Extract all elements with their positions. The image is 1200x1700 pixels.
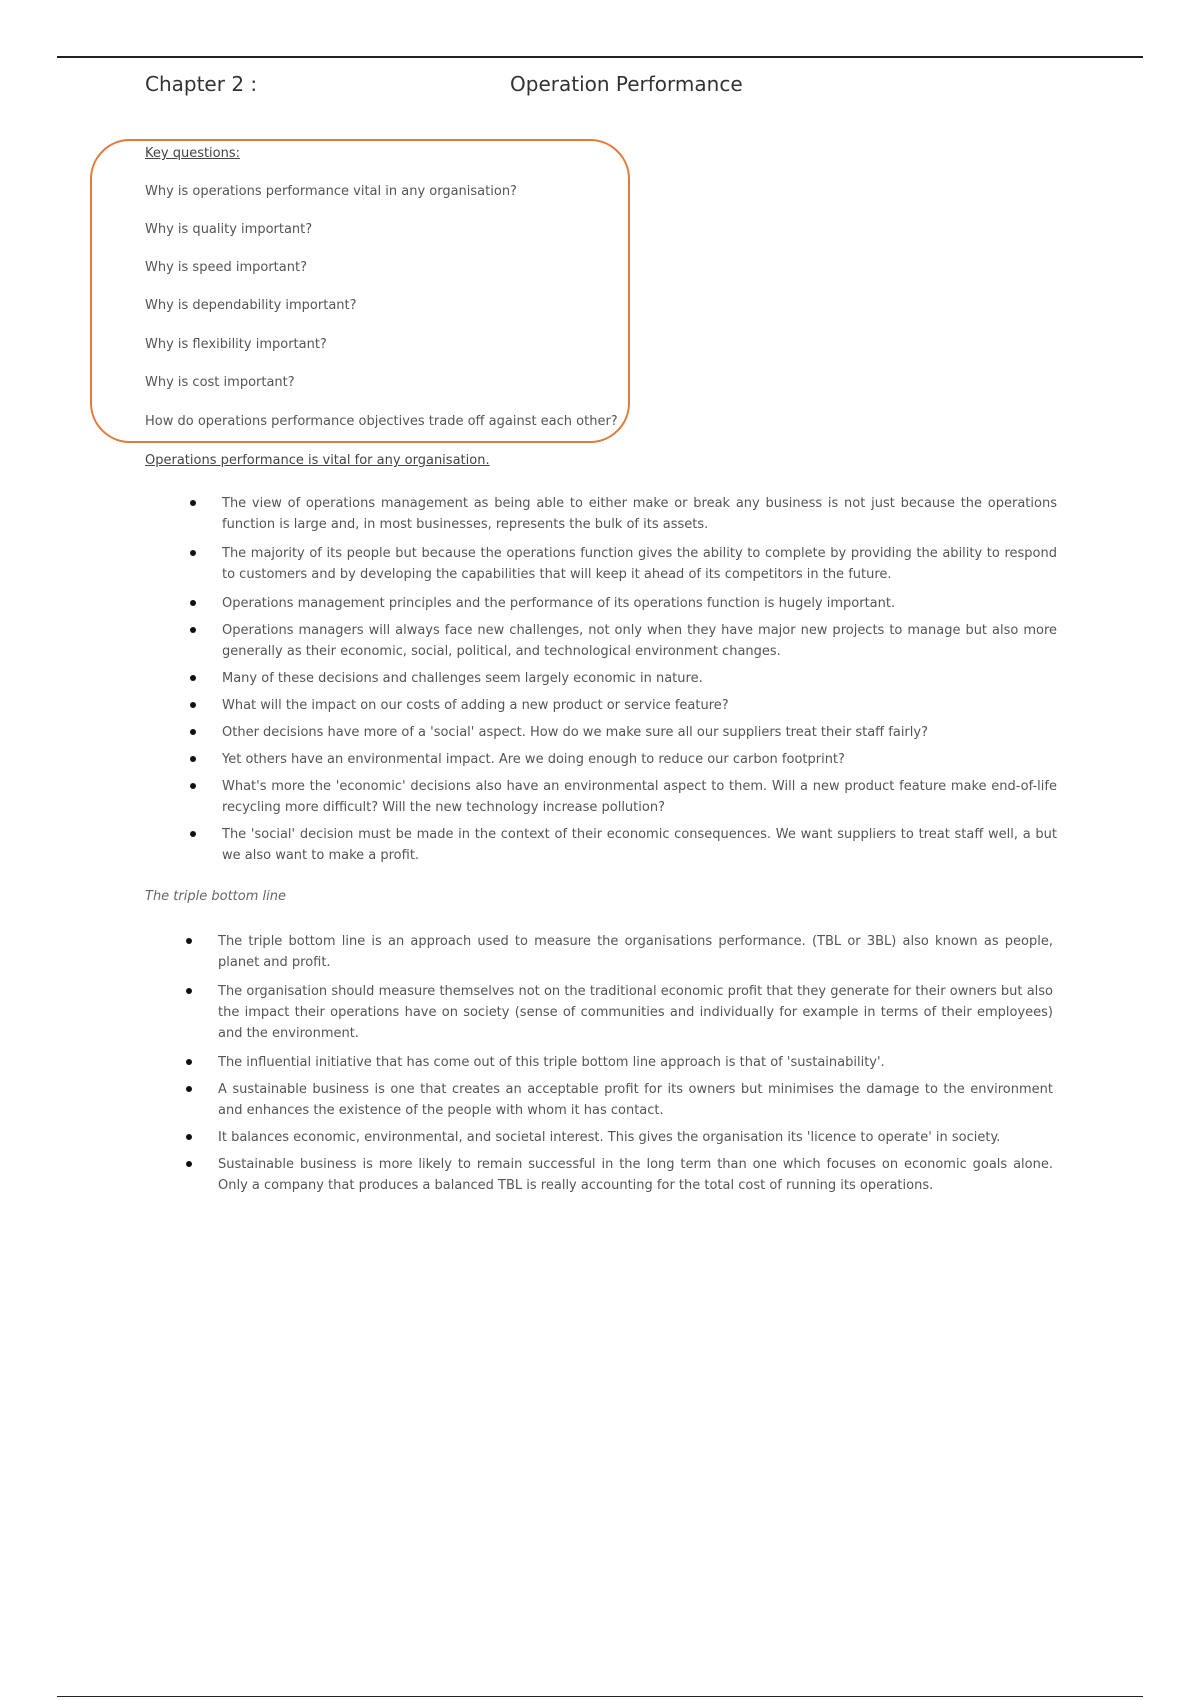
list-item-text: Yet others have an environmental impact. Are we doing enough to reduce our carbon footprint? [222,752,845,767]
key-question: Why is cost important? [145,375,295,390]
section-heading-operations: Operations performance is vital for any organisation. [145,453,490,468]
key-question: Why is quality important? [145,222,313,237]
top-rule [57,56,1143,58]
list-item [222,776,1057,818]
key-questions-heading: Key questions: [145,146,241,161]
bullet-icon [190,675,196,681]
list-item [218,1079,1053,1121]
list-item-text: What will the impact on our costs of adding a new product or service feature? [222,698,729,713]
list-item [222,824,1057,866]
list-item-text: Many of these decisions and challenges seem largely economic in nature. [222,671,703,686]
key-question: Why is dependability important? [145,298,357,313]
list-item-text: The view of operations management as being able to either make or break any business is not just because the operations function is large and, in most businesses, represents the bulk of its assets. [222,496,1057,532]
bullet-icon [190,702,196,708]
list-item [222,668,1057,689]
bullet-icon [190,600,196,606]
list-item-text: A sustainable business is one that creates an acceptable profit for its owners but minimises the damage to the environment and enhances the existence of the people with whom it has contact. [218,1082,1053,1118]
list-item [222,749,1057,770]
list-item [222,493,1057,535]
bullet-icon [190,756,196,762]
section-heading-triple-bottom-line: The triple bottom line [145,889,286,904]
list-item-text: Operations managers will always face new challenges, not only when they have major new projects to manage but also more generally as their economic, social, political, and technological environment changes. [222,623,1057,659]
list-item-text: Sustainable business is more likely to remain successful in the long term than one which focuses on economic goals alone. Only a company that produces a balanced TBL is really accounting for the total cost of running its operations. [218,1157,1053,1193]
bullet-icon [190,550,196,556]
list-item [222,543,1057,585]
list-item-text: The majority of its people but because the operations function gives the ability to complete by providing the ability to respond to customers and by developing the capabilities that will keep it ahead of its competitors in the future. [222,546,1057,582]
list-item [218,1052,1053,1073]
list-item-text: The 'social' decision must be made in the context of their economic consequences. We want suppliers to treat staff well, a but we also want to make a profit. [222,827,1057,863]
list-item-text: The triple bottom line is an approach used to measure the organisations performance. (TBL or 3BL) also known as people, planet and profit. [218,934,1053,970]
bullet-icon [190,627,196,633]
key-question: Why is flexibility important? [145,337,327,352]
list-item [218,981,1053,1044]
list-item-text: It balances economic, environmental, and societal interest. This gives the organisation its 'licence to operate' in society. [218,1130,1001,1145]
chapter-label: Chapter 2 : [145,72,258,96]
list-item-text: The influential initiative that has come out of this triple bottom line approach is that of 'sustainability'. [218,1055,885,1070]
operations-bullet-list [222,493,1057,866]
list-item [222,722,1057,743]
bullet-icon [186,1059,192,1065]
list-item [222,593,1057,614]
list-item [222,620,1057,662]
bullet-icon [186,1161,192,1167]
bullet-icon [186,1134,192,1140]
list-item-text: What's more the 'economic' decisions also have an environmental aspect to them. Will a new product feature make end-of-life recycling more difficult? Will the new technology increase pollution? [222,779,1057,815]
list-item [222,695,1057,716]
key-question: Why is speed important? [145,260,307,275]
list-item [218,1127,1053,1148]
bullet-icon [190,831,196,837]
bullet-icon [186,1086,192,1092]
list-item [218,1154,1053,1196]
key-question: Why is operations performance vital in any organisation? [145,184,517,199]
page-title: Operation Performance [510,72,743,96]
bullet-icon [186,938,192,944]
list-item-text: Operations management principles and the performance of its operations function is hugely important. [222,596,896,611]
bottom-rule [57,1696,1143,1697]
list-item-text: Other decisions have more of a 'social' aspect. How do we make sure all our suppliers treat their staff fairly? [222,725,928,740]
bullet-icon [186,988,192,994]
list-item [218,931,1053,973]
bullet-icon [190,729,196,735]
key-question: How do operations performance objectives trade off against each other? [145,414,618,429]
list-item-text: The organisation should measure themselves not on the traditional economic profit that they generate for their owners but also the impact their operations have on society (sense of communities and individually for example in terms of their employees) and the environment. [218,984,1053,1041]
bullet-icon [190,783,196,789]
tbl-bullet-list [218,931,1053,1196]
bullet-icon [190,500,196,506]
